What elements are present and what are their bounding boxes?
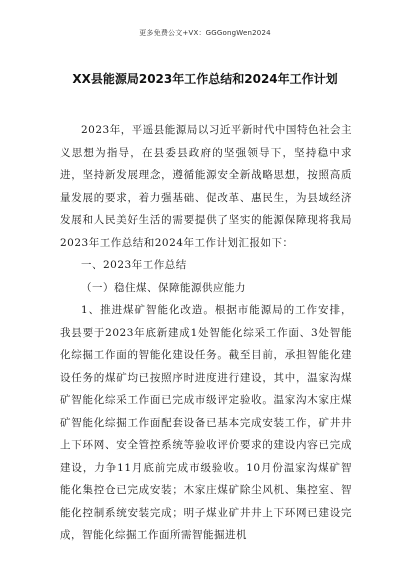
body-paragraph: 1、推进煤矿智能化改造。根据市能源局的工作安排，我县要于2023年底新建成1处智能化综采工作面、3处智能化综掘工作面的智能化建设任务。截至目前，承担智能化建设任务的煤矿均已按照序时进度进行建设，其中，温家沟煤矿智能化综采工作面已完成市级评定验收。温家沟木家庄煤矿智能化综掘工作面配套设备已基本完成安装工作，矿井井上下环网、安全管控系统等验收评价要求的建设内容已完成建设，力争11月底前完成市级验收。10月份温家沟煤矿智能化集控仓已完成安装；木家庄煤矿除尘风机、集控室、智能化控制系统安装完成；明子煤业矿井井上下环网已建设完成，智能化综掘工作面所需智能掘进机: [60, 304, 352, 541]
subsection-heading: （一）稳住煤、保障能源供应能力: [81, 281, 246, 294]
document-body: [60, 119, 352, 547]
intro-paragraph: 2023年，平遥县能源局以习近平新时代中国特色社会主义思想为指导，在县委县政府的坚强领导下，坚持稳中求进，坚持新发展理念，遵循能源安全新战略思想，按照高质量发展的要求，着力强基础、促改革、惠民生，为县域经济发展和人民美好生活的需要提供了坚实的能源保障现将我局2023年工作总结和2024年工作计划汇报如下：: [60, 124, 352, 249]
document-title: XX县能源局2023年工作总结和2024年工作计划: [72, 72, 338, 86]
section-heading: 一、2023年工作总结: [81, 259, 187, 271]
watermark-text: 更多免费公文+VX：GGGongWen2024: [139, 29, 271, 37]
